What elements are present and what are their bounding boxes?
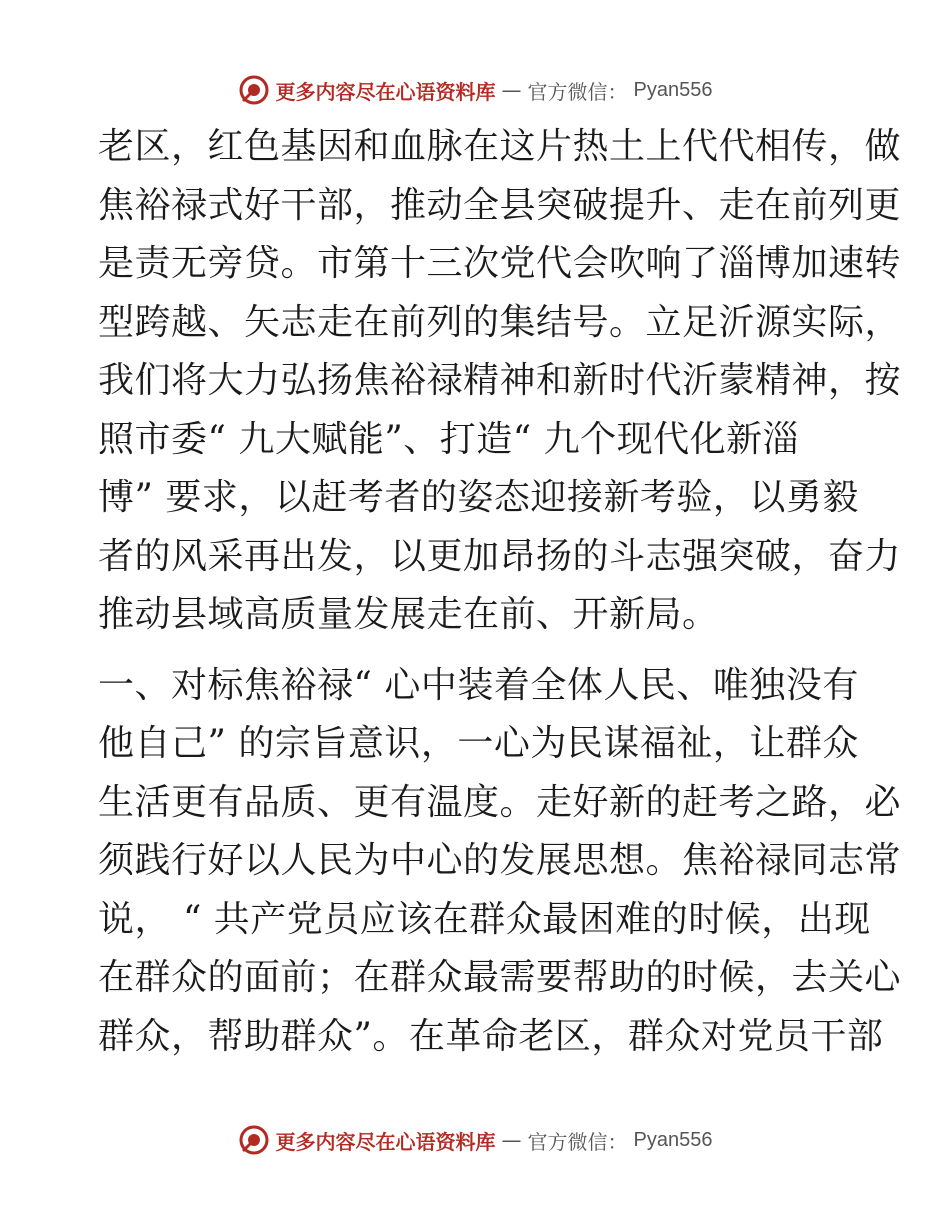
text-line: 他自己” 的宗旨意识，一心为民谋福祉，让群众 bbox=[98, 723, 859, 764]
text-line: 照市委“ 九大赋能”、打造“ 九个现代化新淄 bbox=[98, 418, 800, 460]
text-line: 者的风采再出发，以更加昂扬的斗志强突破，奋力 bbox=[98, 535, 902, 577]
brand-logo-icon bbox=[238, 74, 270, 106]
text-line: 群众，帮助群众”。在革命老区，群众对党员干部 bbox=[98, 1015, 884, 1057]
text-line: 在群众的面前；在群众最需要帮助的时候，去关心 bbox=[98, 957, 902, 998]
section-heading-line: 一、对标焦裕禄“ 心中装着全体人民、唯独没有 bbox=[98, 664, 859, 706]
header-brand-text: 更多内容尽在心语资料库 bbox=[275, 79, 496, 104]
text-line: 老区，红色基因和血脉在这片热土上代代相传，做 bbox=[98, 126, 902, 167]
document-body bbox=[98, 118, 902, 1066]
footer-contact-label: 官方微信： bbox=[527, 1129, 628, 1154]
footer-banner-inner bbox=[238, 1124, 713, 1156]
header-separator: — bbox=[501, 78, 522, 102]
header-contact-id: Pyan556 bbox=[633, 78, 713, 101]
header-banner-inner bbox=[238, 74, 713, 106]
footer-separator: — bbox=[501, 1128, 522, 1152]
text-line: 焦裕禄式好干部，推动全县突破提升、走在前列更 bbox=[98, 184, 902, 226]
paragraph-1 bbox=[98, 118, 902, 645]
text-line: 是责无旁贷。市第十三次党代会吹响了淄博加速转 bbox=[98, 243, 902, 284]
text-line: 须践行好以人民为中心的发展思想。焦裕禄同志常 bbox=[98, 840, 902, 881]
text-line: 推动县域高质量发展走在前、开新局。 bbox=[98, 594, 719, 635]
paragraph-gap bbox=[98, 645, 850, 657]
brand-logo-icon bbox=[238, 1124, 270, 1156]
text-line: 说， “ 共产党员应该在群众最困难的时候，出现 bbox=[98, 898, 871, 940]
text-line: 我们将大力弘扬焦裕禄精神和新时代沂蒙精神，按 bbox=[98, 360, 902, 401]
footer-banner bbox=[0, 1120, 950, 1160]
header-banner bbox=[0, 70, 950, 110]
header-contact-label: 官方微信： bbox=[527, 79, 628, 104]
text-line: 博” 要求，以赶考者的姿态迎接新考验，以勇毅 bbox=[98, 477, 859, 518]
text-line: 生活更有品质、更有温度。走好新的赶考之路，必 bbox=[98, 781, 902, 823]
paragraph-2 bbox=[98, 657, 902, 1067]
text-line: 型跨越、矢志走在前列的集结号。立足沂源实际， bbox=[98, 301, 902, 343]
footer-contact-id: Pyan556 bbox=[633, 1128, 713, 1151]
footer-brand-text: 更多内容尽在心语资料库 bbox=[275, 1129, 496, 1154]
